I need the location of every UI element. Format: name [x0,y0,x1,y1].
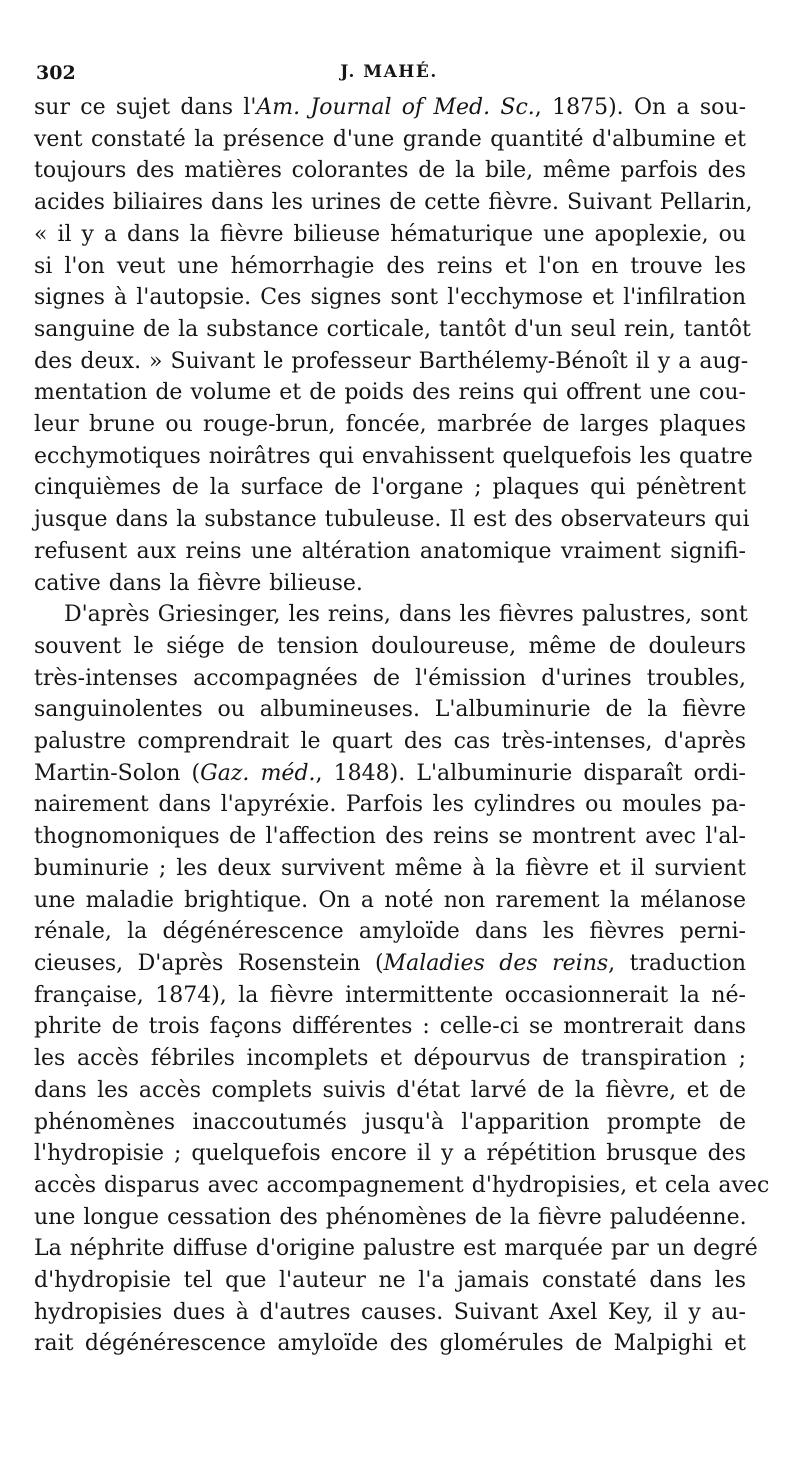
text-line: des deux. » Suivant le professeur Barthélemy-Bénoît il y a aug- [34,348,749,374]
text-line: sanguinolentes ou albumineuses. L'albuminurie de la fièvre [34,697,746,723]
text-line: sanguine de la substance corticale, tantôt d'un seul rein, tantôt [34,316,751,342]
text-line: leur brune ou rouge-brun, foncée, marbrée de larges plaques [34,412,746,438]
text-line: très-intenses accompagnées de l'émission d'urines troubles, [34,665,746,691]
text-line: rénale, la dégénérescence amyloïde dans les fièvres perni- [34,919,746,945]
running-head: J. MAHÉ. [340,62,438,82]
text-line: souvent le siége de tension douloureuse, même de douleurs [34,633,746,659]
text-line: « il y a dans la fièvre bilieuse hématurique une apoplexie, ou [34,221,746,247]
text-line: cieuses, D'après Rosenstein (Maladies des reins, traduction [34,950,746,976]
text-line: jusque dans la substance tubuleuse. Il est des observateurs qui [34,507,750,533]
text-line: ecchymotiques noirâtres qui envahissent quelquefois les quatre [34,443,753,469]
text-line: rait dégénérescence amyloïde des glomérules de Malpighi et [34,1331,746,1357]
text-line: dans les accès complets suivis d'état larvé de la fièvre, et de [34,1077,746,1103]
page-header [36,62,742,92]
text-line: cative dans la fièvre bilieuse. [34,570,363,596]
text-line: une maladie brightique. On a noté non rarement la mélanose [34,887,746,913]
text-line: thognomoniques de l'affection des reins se montrent avec l'al- [34,824,746,850]
text-line: hydropisies dues à d'autres causes. Suivant Axel Key, il y au- [34,1299,746,1325]
text-line: palustre comprendrait le quart des cas très-intenses, d'après [34,729,746,755]
text-line: les accès fébriles incomplets et dépourvus de transpiration ; [34,1046,746,1072]
text-line: française, 1874), la fièvre intermittente occasionnerait la né- [34,982,746,1008]
text-line: refusent aux reins une altération anatomique vraiment signifi- [34,538,746,564]
text-line: une longue cessation des phénomènes de la fièvre paludéenne. [34,1204,747,1230]
text-line: D'après Griesinger, les reins, dans les fièvres palustres, sont [64,602,748,628]
text-line: mentation de volume et de poids des reins qui offrent une cou- [34,380,746,406]
text-line: accès disparus avec accompagnement d'hydropisies, et cela avec [34,1172,770,1198]
text-line: nairement dans l'apyréxie. Parfois les cylindres ou moules pa- [34,792,746,818]
text-line: vent constaté la présence d'une grande quantité d'albumine et [34,126,746,152]
text-line: phénomènes inaccoutumés jusqu'à l'apparition prompte de [34,1109,746,1135]
text-line: sur ce sujet dans l'Am. Journal of Med. Sc., 1875). On a sou- [34,95,746,120]
text-line: La néphrite diffuse d'origine palustre est marquée par un degré [34,1236,758,1262]
text-line: signes à l'autopsie. Ces signes sont l'ecchymose et l'infilration [34,285,746,311]
text-line: acides biliaires dans les urines de cette fièvre. Suivant Pellarin, [34,190,753,216]
page-number: 302 [36,62,76,84]
text-line: d'hydropisie tel que l'auteur ne l'a jamais constaté dans les [34,1268,746,1294]
text-line: cinquièmes de la surface de l'organe ; plaques qui pénètrent [34,475,746,501]
text-line: Martin-Solon (Gaz. méd., 1848). L'albuminurie disparaît ordi- [34,760,746,786]
text-line: l'hydropisie ; quelquefois encore il y a répétition brusque des [34,1141,746,1167]
body-text [34,92,770,1360]
text-line: si l'on veut une hémorrhagie des reins et l'on en trouve les [34,253,746,279]
text-line: phrite de trois façons différentes : celle-ci se montrerait dans [34,1014,746,1040]
text-line: toujours des matières colorantes de la bile, même parfois des [34,158,746,184]
text-line: buminurie ; les deux survivent même à la fièvre et il survient [34,855,746,881]
